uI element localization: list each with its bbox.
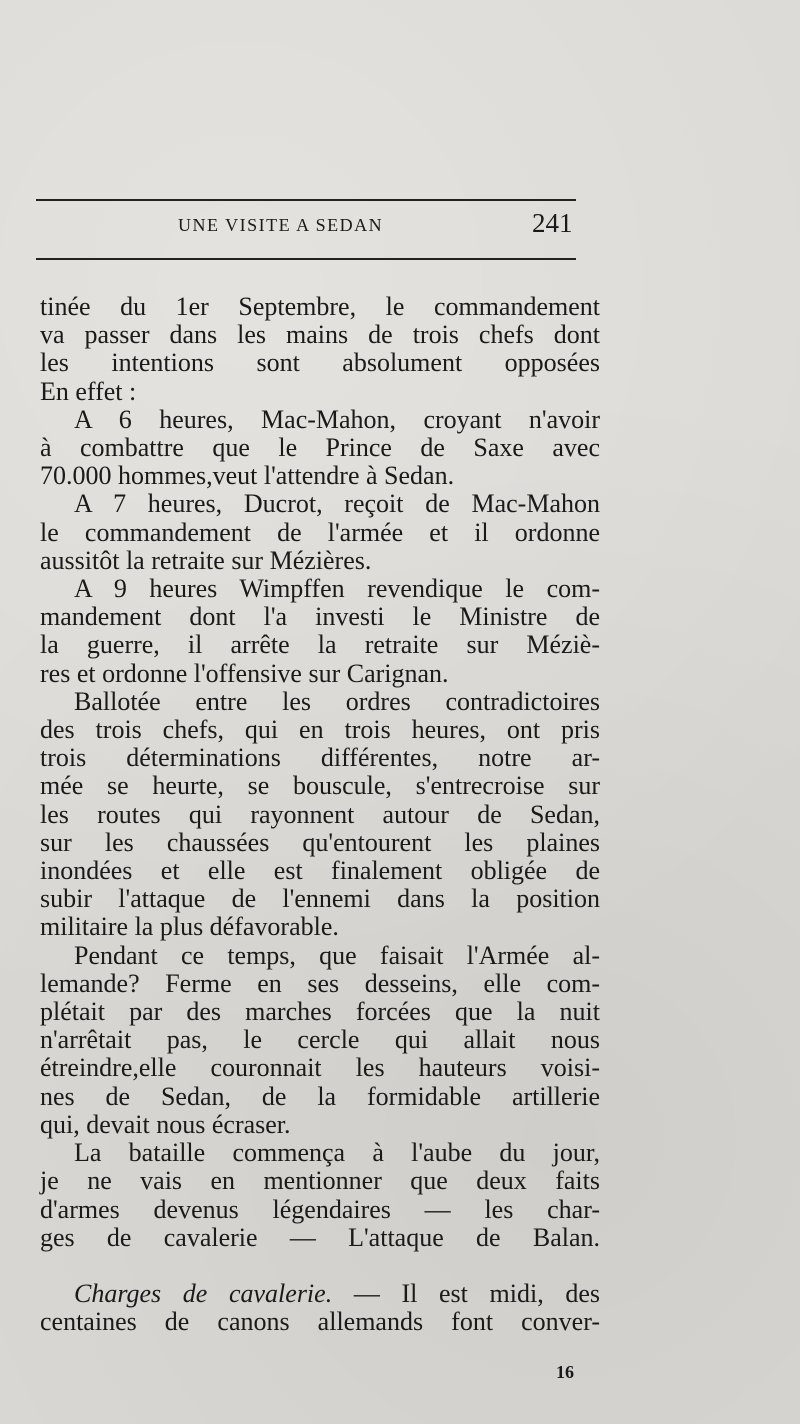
- body-text: [40, 293, 600, 1336]
- running-head: UNE VISITE A SEDAN: [178, 215, 384, 235]
- text-line: tinée du 1er Septembre, le commandement: [40, 292, 600, 321]
- text-line: res et ordonne l'offensive sur Carignan.: [40, 658, 449, 688]
- text-line: A 7 heures, Ducrot, reçoit de Mac-Mahon: [74, 489, 600, 519]
- text-line: aussitôt la retraite sur Mézières.: [40, 545, 372, 575]
- text-line: lemande? Ferme en ses desseins, elle com-: [40, 968, 600, 998]
- text-line: je ne vais en mentionner que deux faits: [40, 1166, 600, 1196]
- text-line: d'armes devenus légendaires — les char-: [40, 1194, 600, 1224]
- text-line: nes de Sedan, de la formidable artillerie: [40, 1081, 600, 1111]
- text-line: A 9 heures Wimpffen revendique le com-: [74, 574, 600, 604]
- text-line: mée se heurte, se bouscule, s'entrecroise sur: [40, 771, 600, 801]
- text-line: Ballotée entre les ordres contradictoires: [74, 686, 600, 716]
- text-line: A 6 heures, Mac-Mahon, croyant n'avoir: [74, 404, 600, 434]
- header-rule-top: [36, 199, 576, 201]
- text-line: à combattre que le Prince de Saxe avec: [40, 433, 600, 463]
- text-line: la guerre, il arrête la retraite sur Méziè-: [40, 630, 600, 660]
- text-line: inondées et elle est finalement obligée de: [40, 856, 600, 886]
- text-line: subir l'attaque de l'ennemi dans la position: [40, 884, 600, 914]
- text-line: centaines de canons allemands font conver-: [40, 1307, 600, 1337]
- text-line: étreindre,elle couronnait les hauteurs voisi-: [40, 1053, 600, 1083]
- text-line: mandement dont l'a investi le Ministre de: [40, 602, 600, 632]
- text-line: 70.000 hommes,veut l'attendre à Sedan.: [40, 461, 455, 491]
- text-line: militaire la plus défavorable.: [40, 912, 339, 942]
- text-line: En effet :: [40, 376, 137, 406]
- text-line: plétait par des marches forcées que la nuit: [40, 997, 600, 1027]
- text-line: sur les chaussées qu'entourent les plaines: [40, 827, 600, 857]
- text-line: ges de cavalerie — L'attaque de Balan.: [40, 1222, 600, 1252]
- text-line: les routes qui rayonnent autour de Sedan,: [40, 799, 600, 829]
- text-line: des trois chefs, qui en trois heures, ont pris: [40, 715, 600, 745]
- text-line: les intentions sont absolument opposées: [40, 348, 600, 378]
- header-rule-bottom: [36, 258, 576, 260]
- signature-mark: 16: [556, 1362, 574, 1382]
- text-line: n'arrêtait pas, le cercle qui allait nous: [40, 1025, 600, 1055]
- page-number: 241: [532, 208, 573, 238]
- paragraph-gap: [40, 1252, 600, 1280]
- section-opening-text: — Il est midi, des: [332, 1278, 600, 1308]
- text-line: trois déterminations différentes, notre ar-: [40, 743, 600, 773]
- section-opening-line: [40, 1280, 600, 1308]
- text-line: le commandement de l'armée et il ordonne: [40, 517, 600, 547]
- text-line: La bataille commença à l'aube du jour,: [74, 1138, 600, 1168]
- text-line: qui, devait nous écraser.: [40, 1109, 291, 1139]
- section-subhead: Charges de cavalerie.: [74, 1278, 333, 1308]
- text-line: va passer dans les mains de trois chefs dont: [40, 320, 600, 350]
- text-line: Pendant ce temps, que faisait l'Armée al-: [74, 940, 600, 970]
